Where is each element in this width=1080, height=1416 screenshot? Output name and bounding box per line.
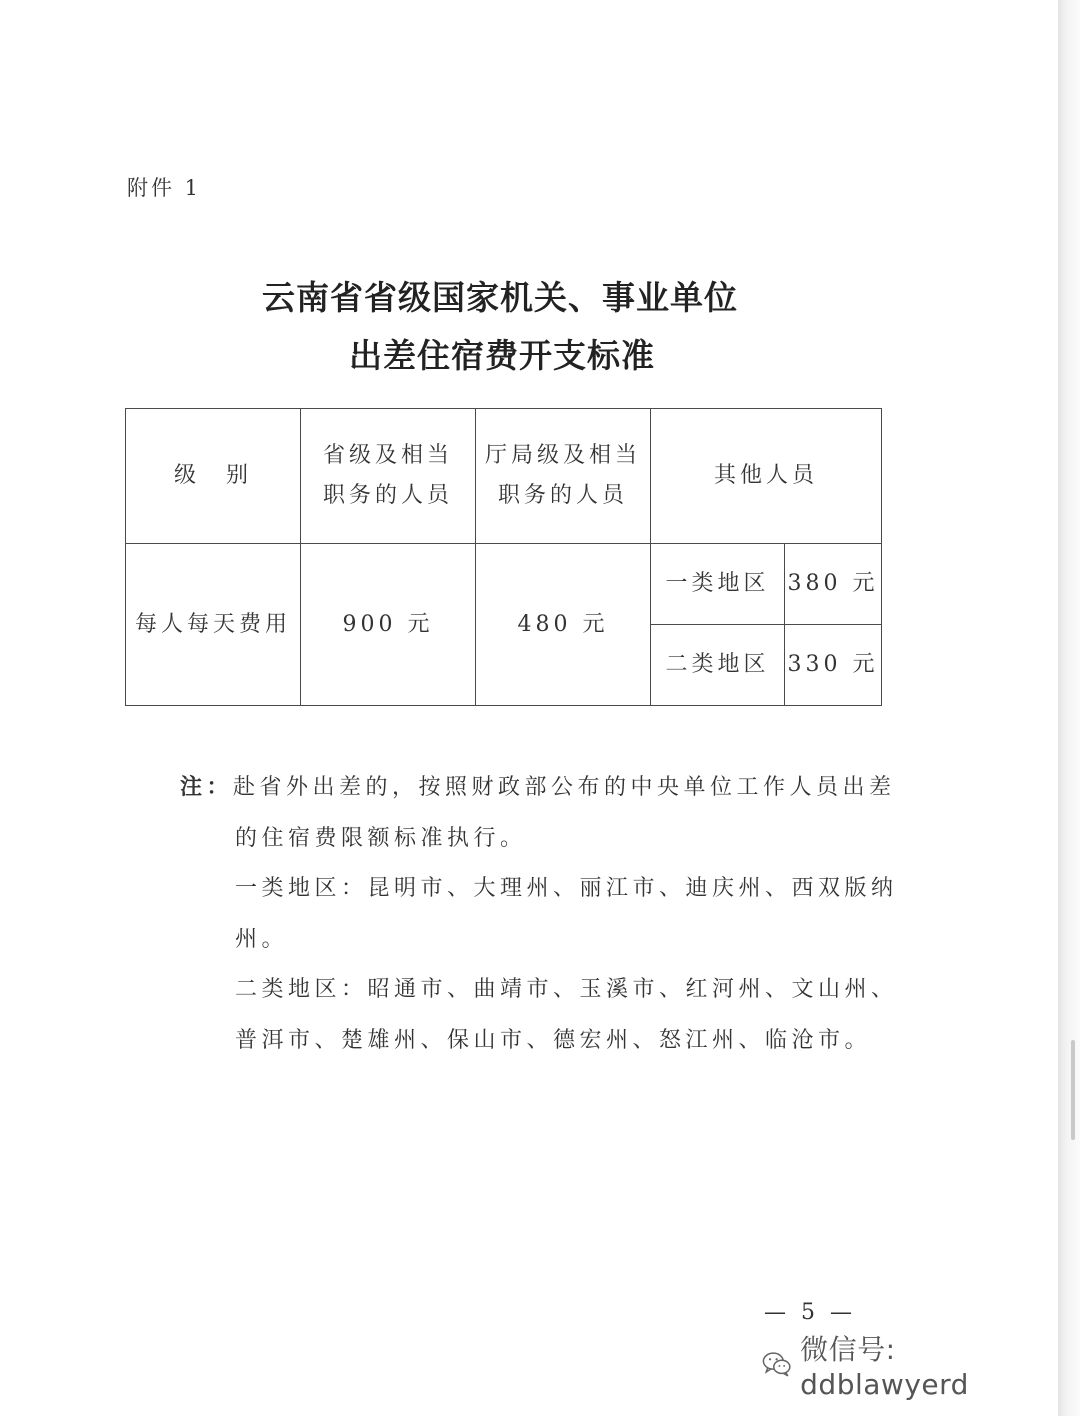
note-paragraph-2: 一类地区：昆明市、大理州、丽江市、迪庆州、西双版纳州。: [235, 876, 898, 952]
document-title-line-1: 云南省省级国家机关、事业单位: [262, 278, 738, 317]
table-row: [126, 544, 882, 625]
note-paragraph-3: 二类地区：昭通市、曲靖市、玉溪市、红河州、文山州、普洱市、楚雄州、保山市、德宏州、怒江州、临沧市。: [235, 977, 898, 1053]
provincial-rate-cell: 900 元: [301, 544, 476, 706]
header-department-cell: 厅局级及相当职务的人员: [476, 409, 651, 544]
attachment-label: 附件 1: [127, 176, 202, 200]
header-level-cell: 级 别: [126, 409, 301, 544]
table-header-row: [126, 409, 882, 544]
wechat-watermark: [762, 1332, 1058, 1401]
page-number: — 5 —: [764, 1300, 856, 1325]
region2-rate-cell: 330 元: [785, 625, 882, 706]
accommodation-rate-table: [125, 408, 882, 706]
scrollbar[interactable]: [1071, 1040, 1075, 1140]
note-text-1: 赴省外出差的，按照财政部公布的中央单位工作人员出差的住宿费限额标准执行。: [233, 775, 896, 851]
note-paragraph-1: [180, 762, 900, 864]
wechat-icon: [762, 1350, 792, 1378]
note-label: 注：: [180, 774, 234, 800]
header-others-cell: 其他人员: [651, 409, 882, 544]
page-edge-shadow: [1058, 0, 1080, 1416]
region2-label-cell: 二类地区: [651, 625, 785, 706]
note-section: [180, 762, 900, 1066]
watermark-text: 微信号: ddblawyerd: [800, 1332, 969, 1401]
region1-label-cell: 一类地区: [651, 544, 785, 625]
document-title-line-2: 出差住宿费开支标准: [349, 336, 655, 375]
header-provincial-cell: 省级及相当职务的人员: [301, 409, 476, 544]
department-rate-cell: 480 元: [476, 544, 651, 706]
row-label-cell: 每人每天费用: [126, 544, 301, 706]
region1-rate-cell: 380 元: [785, 544, 882, 625]
